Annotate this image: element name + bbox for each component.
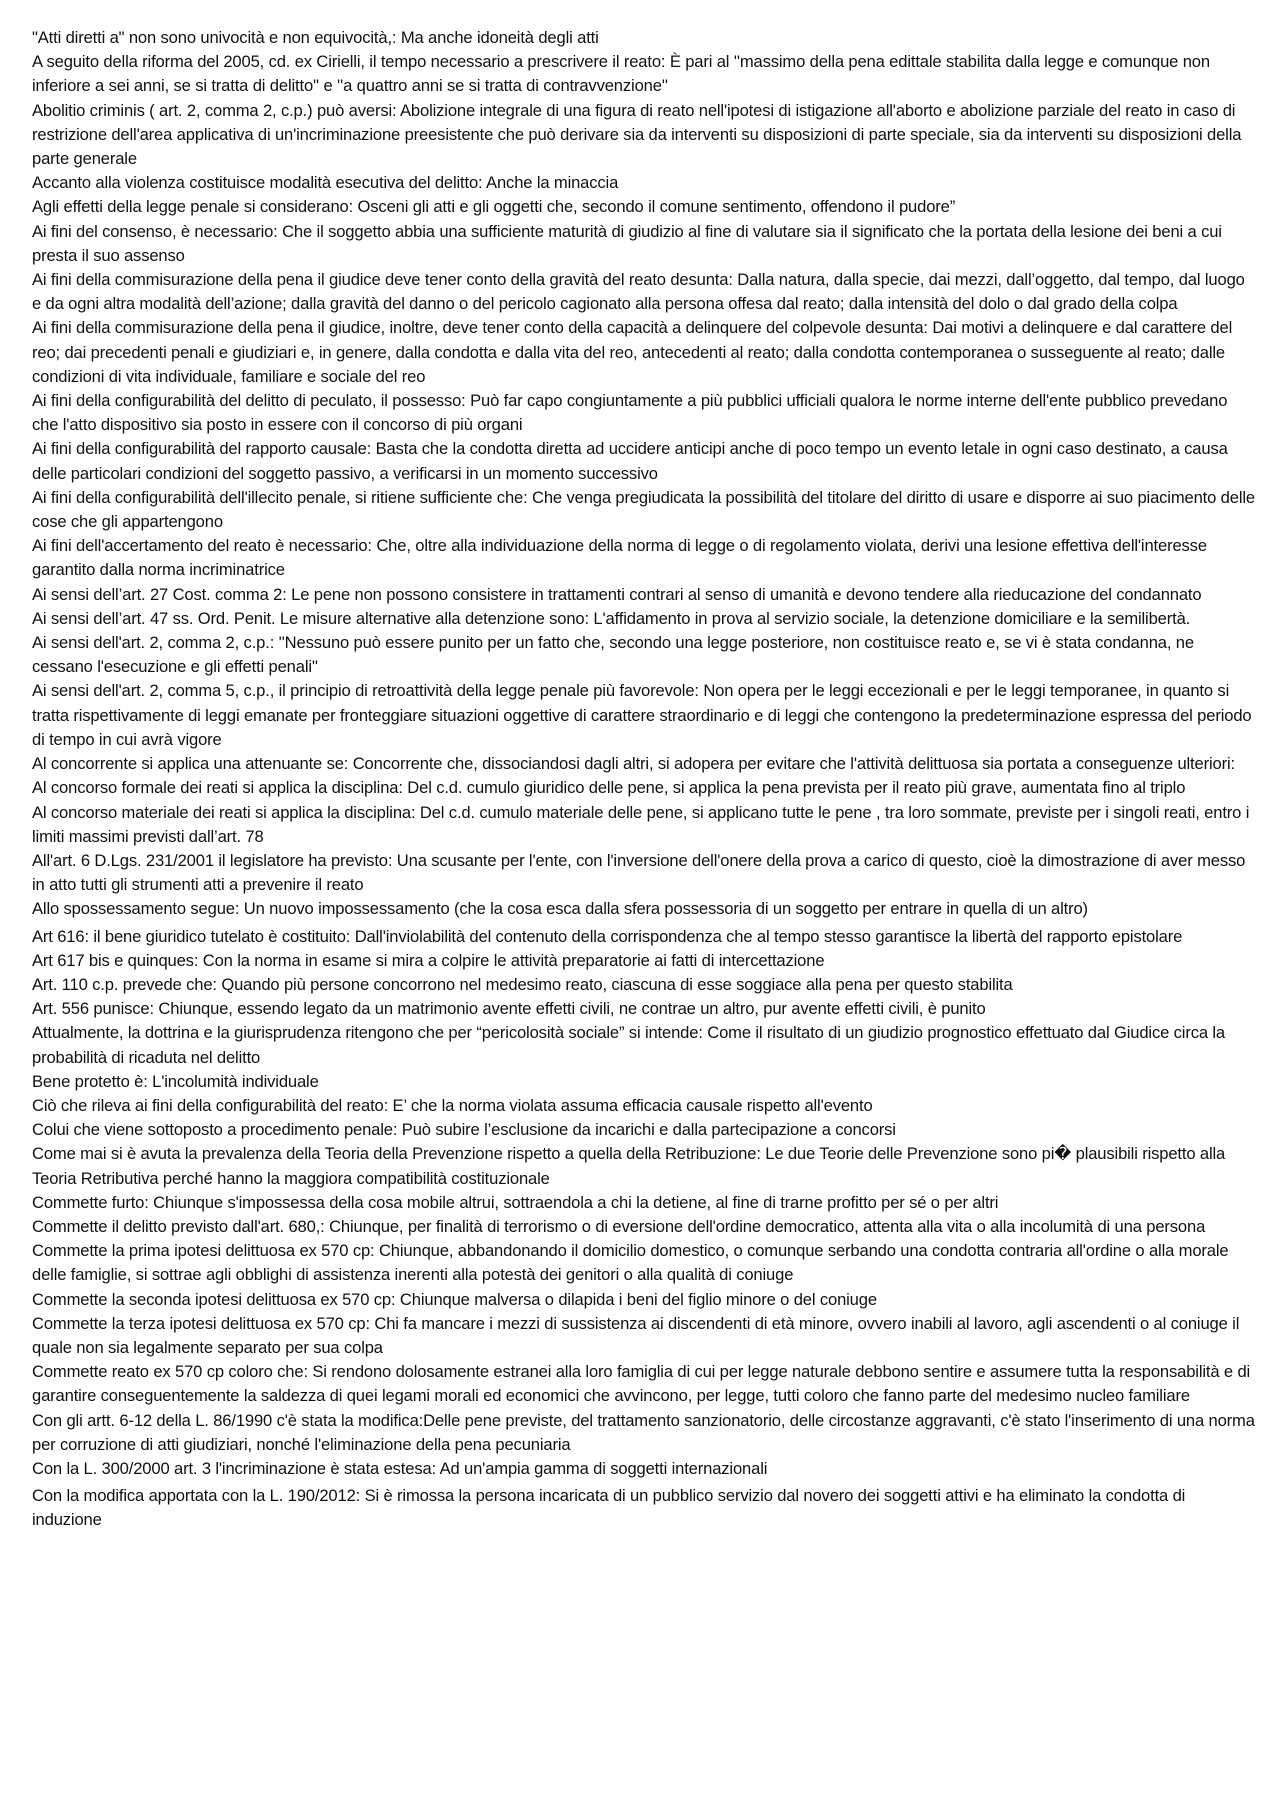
entry-art-617: Art 617 bis e quinques: Con la norma in esame si mira a colpire le attività preparatorie ai fatti di intercettazione <box>32 950 825 970</box>
entry-l-86-1990: Con gli artt. 6-12 della L. 86/1990 c'è stata la modifica:Delle pene previste, del trattamento sanzionatorio, delle circostanze aggravanti, c'è stato l'inserimento di una norma per corruzione di atti giudiziari, nonché l'eliminazione della pena pecuniaria <box>32 1410 1255 1454</box>
entry-gravita-reato: Ai fini della commisurazione della pena il giudice deve tener conto della gravità del reato desunta: Dalla natura, dalla specie, dai mezzi, dall’oggetto, dal tempo, dal luogo e da ogni altra modalità dell’azione; dalla gravità del danno o del pericolo cagionato alla persona offesa dal reato; dalla intensità del dolo o dal grado della colpa <box>32 270 1245 314</box>
entry-illecito-penale: Ai fini della configurabilità dell'illecito penale, si ritiene sufficiente che: Che venga pregiudicata la possibilità del titolare del diritto di usare e disporre ai suo piacimento delle cose che gli appartengono <box>32 487 1255 532</box>
entry-peculato: Ai fini della configurabilità del delitto di peculato, il possesso: Può far capo congiuntamente a più pubblici ufficiali qualora le norme interne dell'ente pubblico prevedano che l'atto dispositivo sia posto in essere con il concorso di più organi <box>32 391 1228 435</box>
document-body <box>32 26 1257 1533</box>
entry-570-seconda-ipotesi: Commette la seconda ipotesi delittuosa ex 570 cp: Chiunque malversa o dilapida i beni del figlio minore o del coniuge <box>32 1289 877 1309</box>
entry-configurabilita-reato: Ciò che rileva ai fini della configurabilità del reato: E’ che la norma violata assuma efficacia causale rispetto all'evento <box>32 1095 873 1115</box>
entry-furto: Commette furto: Chiunque s'impossessa della cosa mobile altrui, sottraendola a chi la detiene, al fine di trarne profitto per sé o per altri <box>32 1192 999 1212</box>
entry-570-coloro-che: Commette reato ex 570 cp coloro che: Si rendono dolosamente estranei alla loro famiglia di cui per legge naturale debbono sentire e assumere tutta la responsabilità e di garantire conseguentemente la saldezza di quei legami morali ed economici che avvincono, per legge, tutti coloro che fanno parte del medesimo nucleo familiare <box>32 1362 1251 1406</box>
entry-art-27-cost: Ai sensi dell’art. 27 Cost. comma 2: Le pene non possono consistere in trattamenti contrari al senso di umanità e devono tendere alla rieducazione del condannato <box>32 584 1202 604</box>
entry-l-300-2000: Con la L. 300/2000 art. 3 l'incriminazione è stata estesa: Ad un'ampia gamma di soggetti internazionali <box>32 1458 768 1478</box>
entry-570-prima-ipotesi: Commette la prima ipotesi delittuosa ex 570 cp: Chiunque, abbandonando il domicilio domestico, o comunque serbando una condotta contraria all'ordine o alla morale delle famiglie, si sottrae agli obblighi di assistenza inerenti alla potestà dei genitori o alla qualità di coniuge <box>32 1241 1229 1285</box>
entry-osceni: Agli effetti della legge penale si considerano: Osceni gli atti e gli oggetti che, secondo il comune sentimento, offendono il pudore” <box>32 197 956 217</box>
entry-art-616: Art 616: il bene giuridico tutelato è costituito: Dall'inviolabilità del contenuto della corrispondenza che al tempo stesso garantisce la libertà del rapporto epistolare <box>32 926 1183 946</box>
entry-accertamento-reato: Ai fini dell'accertamento del reato è necessario: Che, oltre alla individuazione della norma di legge o di regolamento violata, derivi una lesione effettiva dell'interesse garantito dalla norma incriminatrice <box>32 536 1207 580</box>
entry-procedimento-penale: Colui che viene sottoposto a procedimento penale: Può subire l’esclusione da incarichi e dalla partecipazione a concorsi <box>32 1120 896 1140</box>
entry-art-47-ord-penit: Ai sensi dell’art. 47 ss. Ord. Penit. Le misure alternative alla detenzione sono: L'affidamento in prova al servizio sociale, la detenzione domiciliare e la semilibertà. <box>32 608 1191 628</box>
entry-riforma-cirielli: A seguito della riforma del 2005, cd. ex Cirielli, il tempo necessario a prescrivere il reato: È pari al ''massimo della pena edittale stabilita dalla legge e comunque non inferiore a sei anni, se si tratta di delitto'' e ''a quattro anni se si tratta di contravvenzione'' <box>32 52 1210 96</box>
entry-atti-diretti: "Atti diretti a" non sono univocità e non equivocità,: Ma anche idoneità degli atti <box>32 28 599 47</box>
entry-teoria-prevenzione: Come mai si è avuta la prevalenza della Teoria della Prevenzione rispetto a quella della Retribuzione: Le due Teorie delle Prevenzione sono pi� plausibili rispetto alla Teoria Retributiva perché hanno la maggiora compatibilità costituzionale <box>32 1144 1226 1188</box>
entry-rapporto-causale: Ai fini della configurabilità del rapporto causale: Basta che la condotta diretta ad uccidere anticipi anche di poco tempo un evento letale in ogni caso destinato, a causa delle particolari condizioni del soggetto passivo, a verificarsi in un momento successivo <box>32 439 1228 483</box>
entry-abolitio-criminis: Abolitio criminis ( art. 2, comma 2, c.p.) può aversi: Abolizione integrale di una figura di reato nell'ipotesi di istigazione all'aborto e abolizione parziale del reato in caso di restrizione dell'area applicativa di un'incriminazione preesistente che può derivare sia da interventi su disposizioni di parte speciale, sia da interventi su disposizioni della parte generale <box>32 100 1242 169</box>
entry-concorso-formale: Al concorso formale dei reati si applica la disciplina: Del c.d. cumulo giuridico delle pene, si applica la pena prevista per il reato più grave, aumentata fino al triplo <box>32 778 1186 798</box>
entry-concorso-materiale: Al concorso materiale dei reati si applica la disciplina: Del c.d. cumulo materiale delle pene, si applicano tutte le pene , tra loro sommate, previste per i singoli reati, entro i limiti massimi previsti dall’art. 78 <box>32 802 1250 846</box>
entry-570-terza-ipotesi: Commette la terza ipotesi delittuosa ex 570 cp: Chi fa mancare i mezzi di sussistenza ai discendenti di età minore, ovvero inabili al lavoro, agli ascendenti o al coniuge il quale non sia legalmente separato per sua colpa <box>32 1313 1240 1357</box>
entry-art-110: Art. 110 c.p. prevede che: Quando più persone concorrono nel medesimo reato, ciascuna di esse soggiace alla pena per questo stabilita <box>32 974 1013 994</box>
entry-violenza-minaccia: Accanto alla violenza costituisce modalità esecutiva del delitto: Anche la minaccia <box>32 173 619 193</box>
entry-spossessamento: Allo spossessamento segue: Un nuovo impossessamento (che la cosa esca dalla sfera possessoria di un soggetto per entrare in quella di un altro) <box>32 899 1088 919</box>
entry-consenso: Ai fini del consenso, è necessario: Che il soggetto abbia una sufficiente maturità di giudizio al fine di valutare sia il significato che la portata della lesione dei beni a cui presta il suo assenso <box>32 221 1222 265</box>
entry-art-556: Art. 556 punisce: Chiunque, essendo legato da un matrimonio avente effetti civili, ne contrae un altro, pur avente effetti civili, è punito <box>32 999 986 1019</box>
entry-art-2-comma-2: Ai sensi dell'art. 2, comma 2, c.p.: ''Nessuno può essere punito per un fatto che, secondo una legge posteriore, non costituisce reato e, se vi è stata condanna, ne cessano l'esecuzione e gli effetti penali'' <box>32 633 1194 677</box>
entry-bene-protetto: Bene protetto è: L'incolumità individuale <box>32 1071 319 1091</box>
entry-capacita-delinquere: Ai fini della commisurazione della pena il giudice, inoltre, deve tener conto della capacità a delinquere del colpevole desunta: Dai motivi a delinquere e dal carattere del reo; dai precedenti penali e giudiziari e, in genere, dalla condotta e dalla vita del reo, antecedenti al reato; dalla condotta contemporanea o susseguente al reato; dalle condizioni di vita individuale, familiare e sociale del reo <box>32 318 1233 386</box>
entry-dlgs-231-2001: All'art. 6 D.Lgs. 231/2001 il legislatore ha previsto: Una scusante per l'ente, con l'inversione dell'onere della prova a carico di questo, cioè la dimostrazione di aver messo in atto tutti gli strumenti atti a prevenire il reato <box>32 850 1246 895</box>
entry-l-190-2012: Con la modifica apportata con la L. 190/2012: Si è rimossa la persona incaricata di un pubblico servizio dal novero dei soggetti attivi e ha eliminato la condotta di induzione <box>32 1486 1186 1530</box>
entry-art-680: Commette il delitto previsto dall'art. 680,: Chiunque, per finalità di terrorismo o di eversione dell'ordine democratico, attenta alla vita o alla incolumità di una persona <box>32 1216 1206 1236</box>
entry-pericolosita-sociale: Attualmente, la dottrina e la giurisprudenza ritengono che per “pericolosità sociale” si intende: Come il risultato di un giudizio prognostico effettuato dal Giudice circa la probabilità di ricaduta nel delitto <box>32 1023 1225 1067</box>
entry-art-2-comma-5: Ai sensi dell'art. 2, comma 5, c.p., il principio di retroattività della legge penale più favorevole: Non opera per le leggi eccezionali e per le leggi temporanee, in quanto si tratta rispettivamente di leggi emanate per fronteggiare situazioni oggettive di carattere straordinario e di leggi che contengono la predeterminazione espressa del periodo di tempo in cui avrà vigore <box>32 681 1252 749</box>
entry-concorrente-attenuante: Al concorrente si applica una attenuante se: Concorrente che, dissociandosi dagli altri, si adopera per evitare che l'attività delittuosa sia portata a conseguenze ulteriori: <box>32 754 1235 774</box>
